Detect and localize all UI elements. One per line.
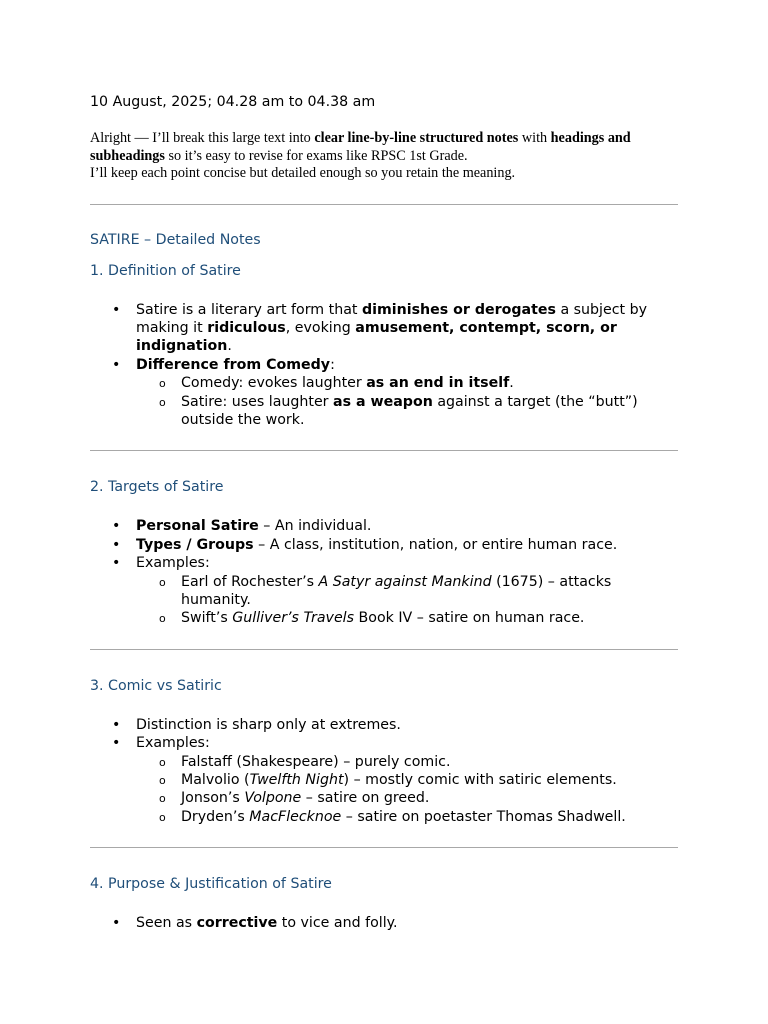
sub-list-item [136,609,678,627]
bold-text: corrective [196,915,278,932]
italic-text: MacFlecknoe [249,808,342,825]
divider [90,649,678,650]
divider [90,204,678,205]
list-item [90,914,678,932]
intro-text: so it’s easy to revise for exams like RPSC 1st Grade. [164,147,468,164]
sub-list-item [136,808,678,826]
divider [90,450,678,451]
targets-list [90,517,678,627]
text: Earl of Rochester’s [181,573,319,590]
list-item [90,734,678,826]
timestamp: 10 August, 2025; 04.28 am to 04.38 am [90,94,376,110]
text: Comedy: evokes laughter [181,375,367,392]
text: – satire on poetaster Thomas Shadwell. [341,808,626,825]
text: Malvolio ( [181,772,250,788]
divider [90,847,678,848]
definition-list [90,301,678,430]
text: Satire: uses laughter [181,393,334,410]
text: . [227,338,232,355]
intro-line-1 [90,130,678,165]
list-item [90,536,678,554]
section-heading-purpose: 4. Purpose & Justification of Satire [90,876,332,893]
text: , evoking [285,319,356,336]
bold-text: as an end in itself [366,375,510,392]
list-item [90,554,678,628]
text: : [330,356,335,373]
intro-line-2: I’ll keep each point concise but detailed enough so you retain the meaning. [90,165,516,181]
section-heading-comic-vs-satiric: 3. Comic vs Satiric [90,677,222,694]
text: Satire is a literary art form that [136,301,362,318]
text: Examples: [136,735,210,752]
sub-list-item [136,374,678,392]
text: . [509,375,514,392]
intro-text: with [518,130,551,146]
bold-text: Types / Groups [136,536,254,553]
text: (1675) – attacks humanity. [181,573,612,608]
text: to vice and folly. [277,915,398,932]
italic-text: Twelfth Night [249,772,344,788]
text: Swift’s [181,610,233,627]
sub-list-item: o Falstaff (Shakespeare) – purely comic. [136,753,678,771]
section-heading-definition: 1. Definition of Satire [90,262,241,279]
text: against a target (the “butt”) outside the work. [181,393,638,428]
italic-text: Gulliver’s Travels [232,610,355,627]
sub-list-item [136,789,678,807]
list-item [90,356,678,430]
bold-text: diminishes or derogates [361,301,556,318]
text: – A class, institution, nation, or entire human race. [253,536,618,553]
text: – satire on greed. [301,790,430,807]
text: Examples: [136,555,210,572]
text: Dryden’s [181,808,250,825]
sub-list [136,753,678,827]
sub-list-item [136,771,678,789]
list-item [90,301,678,356]
text: Book IV – satire on human race. [354,610,585,627]
sub-list-item [136,573,678,610]
intro-text: Alright — I’ll break this large text into [90,130,315,146]
purpose-list [90,914,678,932]
sub-list-item [136,393,678,430]
bold-text: Personal Satire [136,518,259,535]
comic-vs-satiric-list [90,716,678,826]
intro-bold: clear line-by-line structured notes [314,130,519,146]
text: a subject by making it [136,301,647,336]
list-item: • Distinction is sharp only at extremes. [90,716,678,734]
list-item [90,517,678,535]
text: ) – mostly comic with satiric elements. [343,772,617,788]
italic-text: A Satyr against Mankind [318,573,492,590]
bold-text: amusement, contempt, scorn, or indignation [136,319,617,355]
sub-list [136,374,678,429]
bold-text: as a weapon [333,393,433,410]
section-heading-targets: 2. Targets of Satire [90,479,224,496]
sub-list [136,573,678,628]
document-title: SATIRE – Detailed Notes [90,231,261,248]
intro-paragraph [90,130,678,183]
bold-text: ridiculous [207,319,286,336]
italic-text: Volpone [244,790,302,807]
text: – An individual. [258,518,372,535]
text: Seen as [136,915,197,932]
text: Jonson’s [181,790,245,807]
bold-text: Difference from Comedy [136,356,331,373]
intro-bold: headings and subheadings [90,130,631,164]
